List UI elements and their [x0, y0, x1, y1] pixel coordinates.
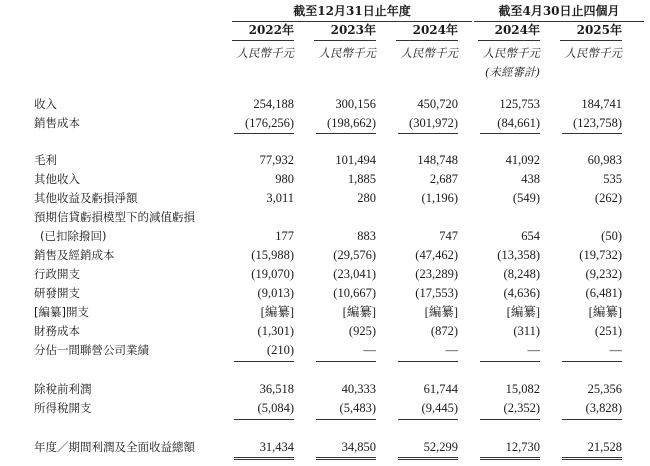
cell-value: (23,041) — [333, 267, 376, 281]
cell-value: (176,256) — [245, 116, 294, 130]
subtotal-rule — [562, 419, 622, 420]
row-label: 除稅前利潤 — [34, 382, 92, 396]
cell-value: (2,352) — [503, 401, 540, 415]
cell-value: (15,988) — [251, 248, 294, 262]
cell-value: (6,481) — [585, 286, 622, 300]
subtotal-rule — [398, 419, 458, 420]
cell-value: [編纂] — [424, 305, 458, 319]
row-other-income — [0, 170, 650, 188]
cell-value: 184,741 — [581, 97, 622, 111]
cell-value: (301,972) — [409, 116, 458, 130]
column-header-2022 — [216, 21, 294, 61]
column-header-2024 — [380, 21, 458, 61]
subtotal-rule — [234, 133, 294, 134]
cell-value: 177 — [275, 229, 294, 243]
subtotal-rule — [398, 133, 458, 134]
column-unit: 人民幣千元 — [564, 46, 622, 60]
unaudited-note: (未經審計) — [485, 65, 540, 79]
row-label: 分佔一間聯營公司業績 — [34, 343, 149, 357]
row-label: 年度／期間利潤及全面收益總額 — [34, 440, 195, 454]
cell-value: 3,011 — [266, 191, 294, 205]
cell-value: 254,188 — [253, 97, 294, 111]
cell-value: 535 — [603, 172, 622, 186]
column-header-2025-four-months — [544, 21, 622, 61]
row-label: 其他收入 — [34, 172, 80, 186]
subtotal-rule — [316, 419, 376, 420]
row-label: 研發開支 — [34, 286, 80, 300]
column-year: 2023年 — [314, 21, 376, 41]
cell-value: (23,289) — [415, 267, 458, 281]
cell-value: (50) — [601, 229, 622, 243]
row-share-of-associate — [0, 341, 650, 359]
subtotal-rule — [316, 361, 376, 362]
cell-value: — — [527, 343, 540, 357]
row-finance-costs — [0, 322, 650, 340]
row-label: 財務成本 — [34, 324, 80, 338]
row-ecl-impairment-net — [0, 227, 650, 245]
row-label: 收入 — [34, 97, 57, 111]
row-label: 銷售及經銷成本 — [34, 248, 115, 262]
cell-value: 125,753 — [499, 97, 540, 111]
row-label: 所得稅開支 — [34, 401, 92, 415]
group-header-year-ended: 截至12月31日止年度 — [232, 2, 472, 22]
row-label: 毛利 — [34, 153, 57, 167]
column-unit: 人民幣千元 — [318, 46, 376, 60]
row-redacted-expenses — [0, 303, 650, 321]
cell-value: (1,301) — [257, 324, 294, 338]
cell-value: 883 — [357, 229, 376, 243]
row-gross-profit — [0, 151, 650, 169]
cell-value: 654 — [521, 229, 540, 243]
cell-value: 21,528 — [587, 440, 622, 454]
cell-value: (123,758) — [573, 116, 622, 130]
cell-value: 980 — [275, 172, 294, 186]
cell-value: — — [445, 343, 458, 357]
cell-value: (19,732) — [579, 248, 622, 262]
cell-value: [編纂] — [588, 305, 622, 319]
column-year: 2024年 — [478, 21, 540, 41]
cell-value: 12,730 — [505, 440, 540, 454]
cell-value: (13,358) — [497, 248, 540, 262]
cell-value: 25,356 — [587, 382, 622, 396]
column-header-2024-four-months — [462, 21, 540, 80]
cell-value: 31,434 — [259, 440, 294, 454]
cell-value: (3,828) — [585, 401, 622, 415]
cell-value: (925) — [348, 324, 376, 338]
row-ecl-impairment-heading — [0, 208, 650, 226]
cell-value: (29,576) — [333, 248, 376, 262]
subtotal-rule — [480, 419, 540, 420]
cell-value: 438 — [521, 172, 540, 186]
cell-value: (198,662) — [327, 116, 376, 130]
row-total-profit — [0, 438, 650, 456]
row-label: 預期信貸虧損模型下的減值虧損 — [34, 210, 195, 224]
column-year: 2025年 — [560, 21, 622, 41]
cell-value: 34,850 — [341, 440, 376, 454]
subtotal-rule — [480, 361, 540, 362]
subtotal-rule — [480, 133, 540, 134]
cell-value: [編纂] — [506, 305, 540, 319]
cell-value: (311) — [513, 324, 540, 338]
row-profit-before-tax — [0, 380, 650, 398]
total-double-rule — [562, 457, 622, 460]
cell-value: (4,636) — [503, 286, 540, 300]
column-year: 2024年 — [396, 21, 458, 41]
cell-value: 450,720 — [417, 97, 458, 111]
cell-value: (17,553) — [415, 286, 458, 300]
cell-value: 15,082 — [505, 382, 540, 396]
cell-value: (5,084) — [257, 401, 294, 415]
cell-value: (210) — [266, 343, 294, 357]
row-administrative — [0, 265, 650, 283]
total-double-rule — [234, 457, 294, 460]
column-unit: 人民幣千元 — [236, 46, 294, 60]
row-selling-distribution — [0, 246, 650, 264]
cell-value: (262) — [594, 191, 622, 205]
cell-value: 77,932 — [259, 153, 294, 167]
total-double-rule — [480, 457, 540, 460]
subtotal-rule — [234, 361, 294, 362]
subtotal-rule — [316, 133, 376, 134]
total-double-rule — [398, 457, 458, 460]
cell-value: (47,462) — [415, 248, 458, 262]
cell-value: (9,232) — [585, 267, 622, 281]
cell-value: 148,748 — [417, 153, 458, 167]
cell-value: — — [609, 343, 622, 357]
subtotal-rule — [562, 133, 622, 134]
cell-value: 40,333 — [341, 382, 376, 396]
cell-value: (5,483) — [339, 401, 376, 415]
row-label: (已扣除撥回) — [40, 229, 107, 243]
cell-value: 747 — [439, 229, 458, 243]
cell-value: 60,983 — [587, 153, 622, 167]
cell-value: 41,092 — [505, 153, 540, 167]
row-label: 行政開支 — [34, 267, 80, 281]
cell-value: (872) — [430, 324, 458, 338]
group-header-four-months: 截至4月30日止四個月 — [474, 2, 644, 22]
cell-value: (251) — [594, 324, 622, 338]
cell-value: 1,885 — [347, 172, 376, 186]
cell-value: [編纂] — [260, 305, 294, 319]
row-label: 銷售成本 — [34, 116, 80, 130]
row-label: [編纂]開支 — [34, 305, 89, 319]
row-revenue — [0, 95, 650, 113]
subtotal-rule — [234, 419, 294, 420]
subtotal-rule — [398, 361, 458, 362]
cell-value: — — [363, 343, 376, 357]
row-cost-of-sales — [0, 114, 650, 132]
cell-value: (8,248) — [503, 267, 540, 281]
cell-value: (1,196) — [421, 191, 458, 205]
row-other-gains-losses — [0, 189, 650, 207]
cell-value: 61,744 — [423, 382, 458, 396]
subtotal-rule — [562, 361, 622, 362]
row-income-tax — [0, 399, 650, 417]
row-label: 其他收益及虧損淨額 — [34, 191, 138, 205]
column-unit: 人民幣千元 — [400, 46, 458, 60]
cell-value: (9,013) — [257, 286, 294, 300]
cell-value: (549) — [512, 191, 540, 205]
cell-value: (84,661) — [497, 116, 540, 130]
cell-value: 300,156 — [335, 97, 376, 111]
cell-value: 101,494 — [335, 153, 376, 167]
cell-value: (19,070) — [251, 267, 294, 281]
cell-value: (9,445) — [421, 401, 458, 415]
cell-value: 36,518 — [259, 382, 294, 396]
cell-value: 2,687 — [429, 172, 458, 186]
total-double-rule — [316, 457, 376, 460]
cell-value: (10,667) — [333, 286, 376, 300]
cell-value: [編纂] — [342, 305, 376, 319]
cell-value: 52,299 — [423, 440, 458, 454]
cell-value: 280 — [357, 191, 376, 205]
column-header-2023 — [298, 21, 376, 61]
column-unit: 人民幣千元 — [482, 46, 540, 60]
row-research-development — [0, 284, 650, 302]
column-year: 2022年 — [232, 21, 294, 41]
